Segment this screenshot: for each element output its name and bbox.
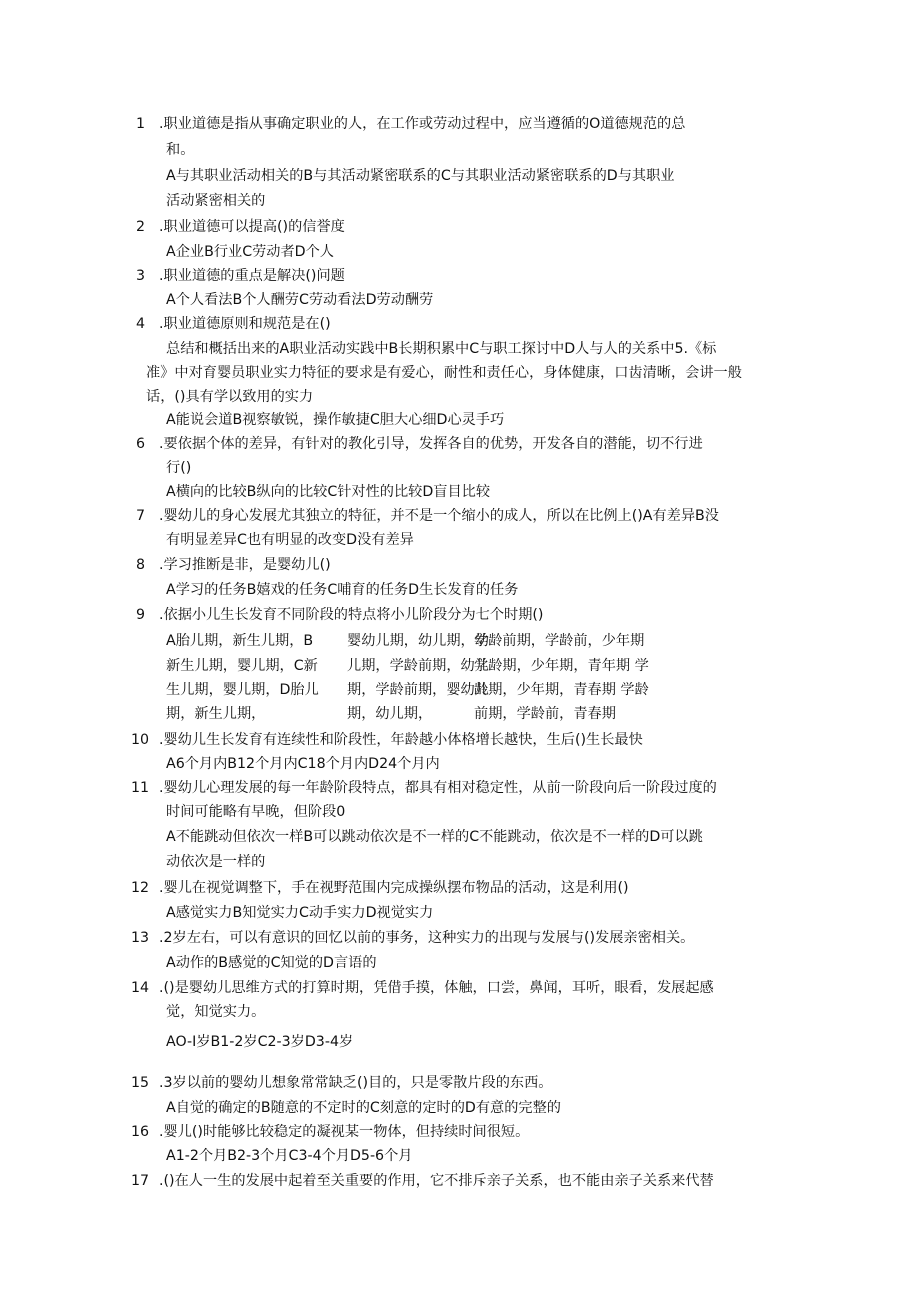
question-stem: .婴儿()时能够比较稳定的凝视某一物体，但持续时间很短。	[159, 1124, 530, 1140]
question-number: 14	[131, 980, 150, 996]
question-stem-continued: 觉，知觉实力。	[166, 1004, 266, 1020]
question-stem: .职业道德原则和规范是在()	[159, 316, 331, 332]
question-stem-continued: 准》中对育婴员职业实力特征的要求是有爱心，耐性和责任心，身体健康，口齿清晰，会讲一般	[146, 365, 742, 381]
question-stem: .婴幼儿的身心发展尤其独立的特征，并不是一个缩小的成人，所以在比例上()A有差异B没	[159, 508, 719, 524]
question-stem: .职业道德的重点是解决()问题	[159, 268, 345, 284]
question-stem: .婴幼儿生长发育有连续性和阶段性，年龄越小体格增长越快，生后()生长最快	[159, 732, 643, 748]
option-grid-cell: 婴幼儿期，幼儿期，幼	[347, 633, 489, 649]
question-number: 4	[136, 316, 146, 332]
question-stem: .2岁左右，可以有意识的回忆以前的事务，这种实力的出现与发展与()发展亲密相关。	[159, 930, 695, 946]
question-stem-continued: 时间可能略有早晚，但阶段0	[166, 804, 346, 820]
option-grid-cell: 新生儿期，婴儿期，C新	[166, 658, 318, 674]
question-stem: .3岁以前的婴幼儿想象常常缺乏()目的，只是零散片段的东西。	[159, 1075, 553, 1091]
question-stem: .要依据个体的差异，有针对的教化引导，发挥各自的优势，开发各自的潜能，切不行进	[159, 436, 703, 452]
question-options: A横向的比较B纵向的比较C针对性的比较D盲目比较	[166, 484, 491, 500]
question-options: AO-I岁B1-2岁C2-3岁D3-4岁	[166, 1034, 354, 1050]
option-grid-cell: 期，幼儿期，	[347, 706, 433, 722]
question-stem-continued: 总结和概括出来的A职业活动实践中B长期积累中C与职工探讨中D人与人的关系中5.《标	[166, 341, 717, 357]
question-options: A感觉实力B知觉实力C动手实力D视觉实力	[166, 905, 434, 921]
question-number: 7	[136, 508, 146, 524]
question-stem: .婴儿在视觉调整下，手在视野范围内完成操纵摆布物品的活动，这是利用()	[159, 880, 629, 896]
question-options-continued: 活动紧密相关的	[166, 193, 266, 209]
question-number: 3	[136, 268, 146, 284]
option-grid-cell: 儿期，学龄前期，幼儿	[347, 658, 489, 674]
option-grid-cell: 期，学龄前期，婴幼儿	[347, 682, 489, 698]
question-number: 12	[131, 880, 150, 896]
question-number: 15	[131, 1075, 150, 1091]
question-number: 9	[136, 607, 146, 623]
question-stem: .()在人一生的发展中起着至关重要的作用，它不排斥亲子关系，也不能由亲子关系来代替	[159, 1173, 714, 1189]
question-options: A6个月内B12个月内C18个月内D24个月内	[166, 756, 440, 772]
question-stem-continued: 行()	[166, 460, 192, 476]
question-number: 1	[136, 116, 146, 132]
question-options: A动作的B感觉的C知觉的D言语的	[166, 955, 377, 971]
option-grid-cell: 期，新生儿期，	[166, 706, 266, 722]
option-grid-cell: 前期，学龄前，青春期	[474, 706, 616, 722]
question-stem: .职业道德是指从事确定职业的人，在工作或劳动过程中，应当遵循的O道德规范的总	[159, 116, 686, 132]
question-stem: .()是婴幼儿思维方式的打算时期，凭借手摸，体触，口尝，鼻闻，耳听，眼看，发展起感	[159, 980, 714, 996]
question-number: 8	[136, 557, 146, 573]
question-number: 10	[131, 732, 150, 748]
question-options: A能说会道B视察敏锐，操作敏捷C胆大心细D心灵手巧	[166, 412, 505, 428]
question-number: 17	[131, 1173, 150, 1189]
question-number: 13	[131, 930, 150, 946]
question-stem: .职业道德可以提高()的信誉度	[159, 219, 345, 235]
option-grid-cell: A胎儿期，新生儿期，B	[166, 633, 314, 649]
question-stem-continued: 话，()具有学以致用的实力	[146, 389, 314, 405]
question-options: A1-2个月B2-3个月C3-4个月D5-6个月	[166, 1148, 413, 1164]
option-grid-cell: 学龄期，少年期，青年期 学	[474, 658, 649, 674]
question-options: A个人看法B个人酬劳C劳动看法D劳动酬劳	[166, 292, 434, 308]
question-options-continued: 动依次是一样的	[166, 854, 266, 870]
question-options: A与其职业活动相关的B与其活动紧密联系的C与其职业活动紧密联系的D与其职业	[166, 168, 675, 184]
question-options: A学习的任务B嬉戏的任务C哺育的任务D生长发育的任务	[166, 582, 519, 598]
option-grid-cell: 生儿期，婴儿期，D胎儿	[166, 682, 319, 698]
question-options: 有明显差异C也有明显的改变D没有差异	[166, 532, 414, 548]
question-number: 16	[131, 1124, 150, 1140]
question-stem: .婴幼儿心理发展的每一年龄阶段特点，都具有相对稳定性，从前一阶段向后一阶段过度的	[159, 780, 717, 796]
option-grid-cell: 学龄前期，学龄前，少年期	[474, 633, 645, 649]
question-number: 6	[136, 436, 146, 452]
question-stem: .学习推断是非，是婴幼儿()	[159, 557, 331, 573]
question-options: A企业B行业C劳动者D个人	[166, 244, 334, 260]
question-stem-continued: 和。	[166, 142, 195, 158]
question-options: A不能跳动但依次一样B可以跳动依次是不一样的C不能跳动，依次是不一样的D可以跳	[166, 829, 703, 845]
question-options: A自觉的确定的B随意的不定时的C刻意的定时的D有意的完整的	[166, 1100, 561, 1116]
question-number: 2	[136, 219, 146, 235]
option-grid-cell: 龄期，少年期，青春期 学龄	[474, 682, 649, 698]
question-stem: .依据小儿生长发育不同阶段的特点将小儿阶段分为七个时期()	[159, 607, 544, 623]
question-number: 11	[131, 780, 150, 796]
